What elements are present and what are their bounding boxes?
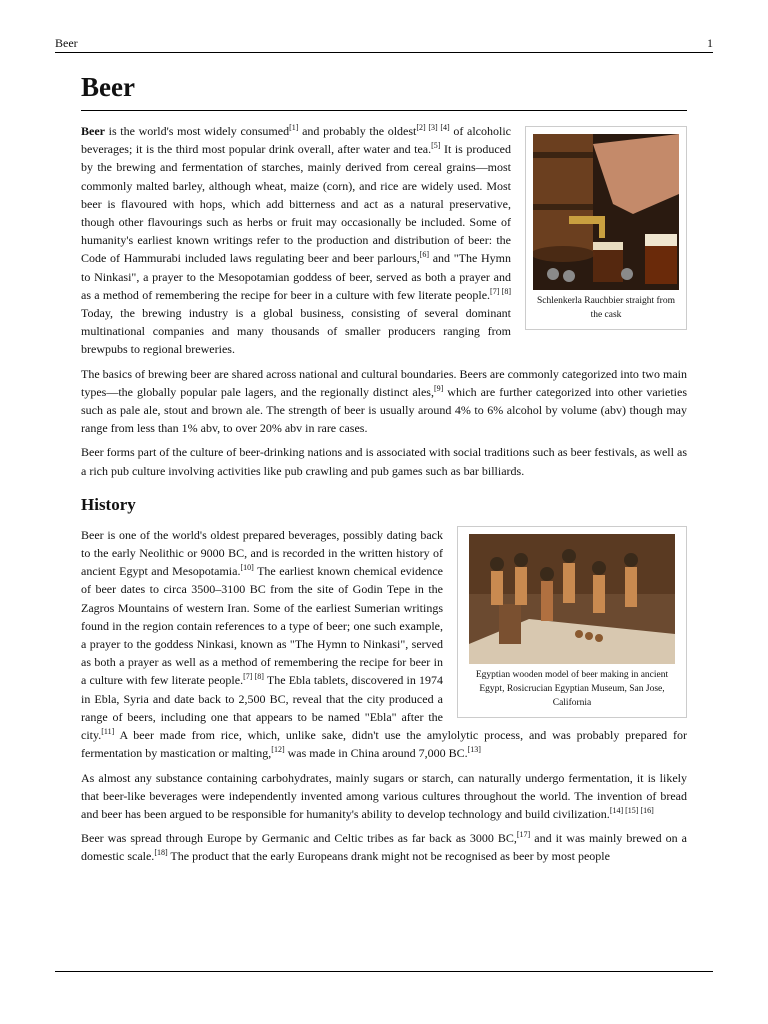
citation[interactable]: [7] [8] xyxy=(490,286,511,296)
egyptian-model-photo xyxy=(469,534,675,664)
citation[interactable]: [7] [8] xyxy=(243,672,264,682)
intro-text: and "The Hymn to Ninkasi", a prayer to the Mesopotamian goddess of beer, served as both a prayer and as a method of remembering the recipe for beer in a culture with few literate people. xyxy=(81,251,511,302)
citation[interactable]: [18] xyxy=(154,848,168,858)
intro-text: and probably the oldest xyxy=(298,124,417,138)
citation[interactable]: [12] xyxy=(271,745,285,755)
figure-rauchbier xyxy=(525,126,687,330)
footer-rule xyxy=(55,971,713,972)
paragraph-text: A beer made from rice, which, unlike sake, didn't use the amylolytic process, and was probably prepared for fermentation by mastication or malting, xyxy=(81,728,687,761)
figure-caption: Schlenkerla Rauchbier straight from the cask xyxy=(537,296,675,320)
intro-text: Today, the brewing industry is a global business, consisting of several dominant multinational companies and many thousands of smaller producers ranging from brewpubs to regional breweries. xyxy=(81,306,511,357)
figure-caption: Egyptian wooden model of beer making in ancient Egypt, Rosicrucian Egyptian Museum, San Jose, California xyxy=(475,669,669,708)
paragraph-text: Beer was spread through Europe by Germanic and Celtic tribes as far back as 3000 BC, xyxy=(81,831,517,846)
page-title: Beer xyxy=(81,72,135,102)
intro-bold-term: Beer xyxy=(81,124,105,138)
header-title: Beer xyxy=(55,36,78,50)
intro-text: is the world's most widely consumed xyxy=(104,124,290,138)
title-rule xyxy=(81,110,687,111)
paragraph-text: The earliest known chemical evidence of beer dates to circa 3500–3100 BC from the site of Godin Tepe in the Zagros Mountains of western Iran. Some of the earliest Sumerian writings found in the region contain references to a type of beer; one such example, a prayer to the goddess Ninkasi, known as "The Hymn to Ninkasi", served as both a prayer as well as a method of remembering the recipe for beer in a culture with few literate people. xyxy=(81,564,443,688)
beer-tap-photo xyxy=(533,134,679,290)
intro-text: It is produced by the brewing and fermentation of starches, mainly derived from cereal grains—most commonly malted barley, although wheat, maize (corn), and rice are widely used. Most beer is flavoured with hops, which add bitterness and act as a natural preservative, though other flavourings such as herbs or fruit may occasionally be included. Some of humanity's earliest known writings refer to the production and distribution of beer: the Code of Hammurabi included laws regulating beer and beer parlours, xyxy=(81,142,511,266)
article-body xyxy=(81,122,687,872)
types-paragraph xyxy=(81,365,687,438)
paragraph-text: and it was mainly brewed on a domestic scale. xyxy=(81,831,688,864)
paragraph-text: which are further categorized into other varieties such as pale ale, stout and brown ale. The strength of beer is usually around 4% to 6% alcohol by volume (abv) though may range from less than 1% abv, to over 20% abv in rare cases. xyxy=(81,384,687,436)
citation[interactable]: [11] xyxy=(101,727,115,737)
paragraph-text: The product that the early Europeans drank might not be recognised as beer by most people xyxy=(167,849,610,864)
figure-egyptian-model xyxy=(457,526,687,718)
citation[interactable]: [6] xyxy=(419,250,430,260)
page-number: 1 xyxy=(707,36,713,50)
citation[interactable]: [14] [15] [16] xyxy=(609,805,654,815)
citation[interactable]: [9] xyxy=(433,383,444,393)
paragraph-text: The Ebla tablets, discovered in 1974 in Ebla, Syria and date back to 2,500 BC, reveal that the city produced a range of beers, including one that appears to be named "Ebla" after the city. xyxy=(81,673,444,743)
paragraph-text: was made in China around 7,000 BC. xyxy=(284,746,468,761)
history-heading: History xyxy=(81,494,136,514)
citation[interactable]: [17] xyxy=(516,830,531,840)
citation[interactable]: [2] [3] [4] xyxy=(416,123,450,132)
citation[interactable]: [13] xyxy=(467,745,481,755)
paragraph-text: The basics of brewing beer are shared across national and cultural boundaries. Beers are commonly categorized into two main types—the globally popular pale lagers, and the regionally distinct ales, xyxy=(81,366,687,399)
history-paragraph-2 xyxy=(81,769,687,824)
citation[interactable]: [10] xyxy=(240,563,254,573)
citation[interactable]: [5] xyxy=(431,141,441,151)
intro-text: of alcoholic beverages; it is the third most popular drink overall, after water and tea. xyxy=(81,124,512,157)
culture-paragraph: Beer forms part of the culture of beer-drinking nations and is associated with social traditions such as beer festivals, as well as a rich pub culture involving activities like pub crawling and pub games such as bar billiards. xyxy=(81,445,687,478)
paragraph-text: As almost any substance containing carbohydrates, mainly sugars or starch, can naturally undergo fermentation, it is likely that beer-like beverages were independently invented among various cultures throughout the world. The invention of bread and beer has been argued to be responsible for humanity's ability to develop technology and build civilization. xyxy=(81,770,687,821)
running-header xyxy=(55,36,713,53)
paragraph-text: Beer is one of the world's oldest prepared beverages, possibly dating back to the early Neolithic or 9000 BC, and is recorded in the written history of ancient Egypt and Mesopotamia. xyxy=(81,527,443,579)
history-paragraph-3 xyxy=(81,829,687,865)
citation[interactable]: [1] xyxy=(289,123,299,132)
